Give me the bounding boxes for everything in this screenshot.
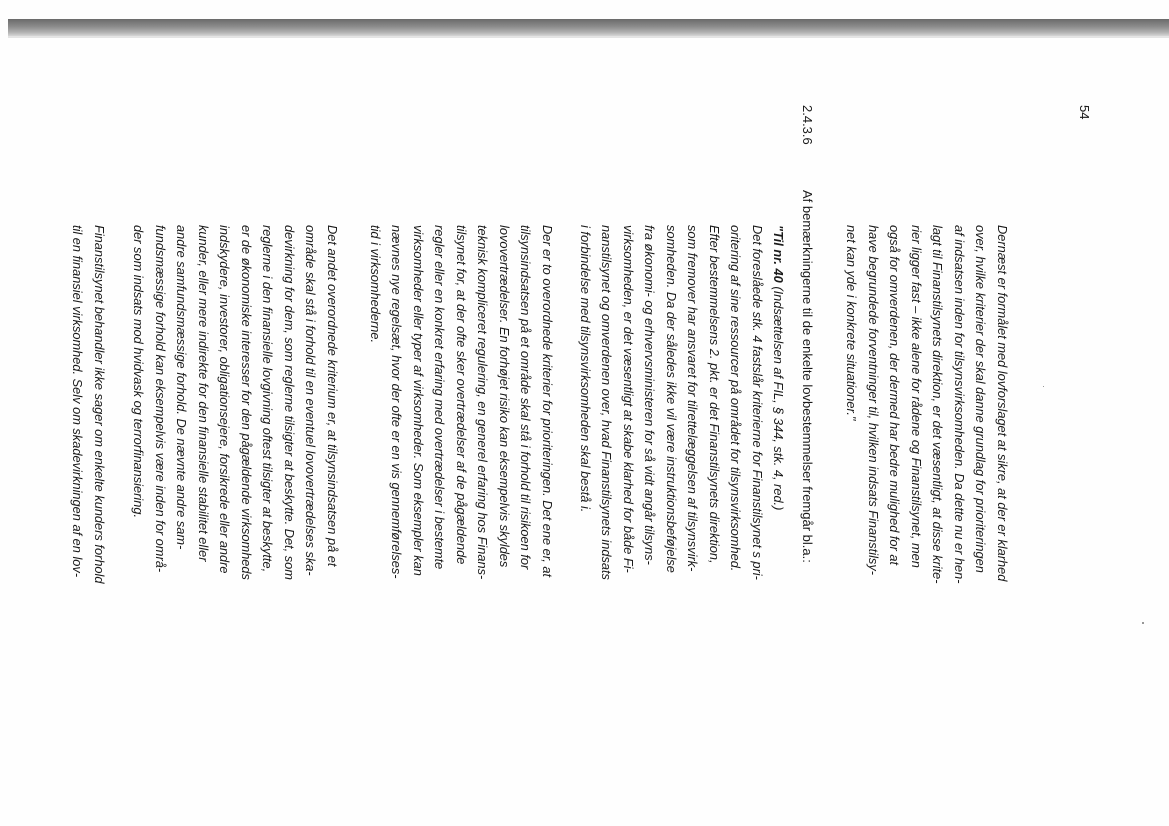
text-line: devirkning for dem, som reglerne tilsigter at beskytte. Det, som <box>282 225 297 580</box>
quote-heading-bold: "Til nr. 40 <box>771 225 786 283</box>
scan-speck <box>1142 622 1144 624</box>
text-line: Finanstilsynet behandler ikke sager om enkelte kunders forhold <box>92 225 107 584</box>
text-line: tid i virksomhederne. <box>368 225 383 344</box>
text-line: teknisk kompliceret regulering, en generel erfaring hos Finans- <box>475 225 491 580</box>
text-line: indskydere, investorer, obligationsejere, forsikrede eller andre <box>217 225 233 574</box>
text-line: tilsynsindsatsen på et område skal stå i forhold til risikoen for <box>518 225 534 570</box>
text-line: fra økonomi- og erhvervsministeren for så vidt angår tilsyns- <box>642 225 658 565</box>
text-line: til en finansiel virksomhed. Selv om skadevirkningen af en lov- <box>70 225 86 578</box>
text-line: nanstilsynet og omverdenen over, hvad Finanstilsynets indsats <box>599 225 615 580</box>
text-line: have begrundede forventninger til, hvilken indsats Finanstilsy- <box>866 225 881 575</box>
text-line: af indsatsen inden for tilsynsvirksomheden. Da dette nu er hen- <box>952 225 967 584</box>
quote-heading <box>771 225 786 510</box>
text-line: område skal stå i forhold til en eventuel lovovertrædelses ska- <box>303 225 319 576</box>
text-line: er de økonomiske interesser for den pågældende virksomheds <box>239 225 254 580</box>
text-line: Der er to overordnede kriterier for prioriteringen. Det ene er, at <box>540 225 555 578</box>
text-line: lovovertrædelser. En forhøjet risiko kan eksempelvis skyldes <box>497 225 512 568</box>
text-line: oritering af sine ressourcer på området for tilsynsvirksomhed. <box>728 225 744 572</box>
text-line: lagt til Finanstilsynets direktion, er det væsentligt, at disse krite- <box>930 225 946 584</box>
text-line: Det foreslåede stk. 4 fastslår kriterierne for Finanstilsynet s pri- <box>750 225 765 580</box>
text-line: andre samfundsmæssige forhold. De nævnte andre sam- <box>174 225 190 550</box>
text-line: Efter bestemmelsens 2. pkt. er det Finanstilsynets direktion, <box>707 225 722 564</box>
text-line: der som indsats mod hvidvask og terrorfinansiering. <box>131 225 147 519</box>
text-line: somheden. Da der således ikke vil være instruktionsbeføjelse <box>664 225 679 573</box>
text-line: som fremover har ansvaret for tilrettelæggelsen af tilsynsvirk- <box>685 225 701 572</box>
text-line: over, hvilke kriterier der skal danne grundlag for prioriteringen <box>973 225 989 573</box>
section-number: 2.4.3.6 <box>800 105 815 145</box>
scan-shadow-edge <box>8 36 1169 38</box>
page-number: 54 <box>1077 105 1092 120</box>
text-line: også for omverdenen, der dermed har bedre mulighed for at <box>887 225 903 566</box>
text-line: fundsmæssige forhold kan eksempelvis være inden for områ- <box>153 225 168 573</box>
text-line: reglerne i den finansielle lovgivning oftest tilsigter at beskytte, <box>260 225 276 573</box>
text-line: Det andet overordnede kriterium er, at tilsynsindsatsen på et <box>325 225 340 567</box>
text-line: nævnes nye regelsæt, hvor der ofte er en vis gennemførelses- <box>389 225 405 579</box>
text-line: kunder, eller mere indirekte for den finansielle stabilitet eller <box>196 225 211 562</box>
quote-heading-rest: (Indsættelsen af FIL, § 344, stk. 4, red.) <box>771 282 786 511</box>
scan-shadow-band <box>8 19 1169 36</box>
text-line: Dernæst er formålet med lovforslaget at sikre, at der er klarhed <box>995 225 1010 582</box>
text-line: i forbindelse med tilsynsvirksomheden skal bestå i. <box>578 225 593 513</box>
text-line: regler eller en konkret erfaring med overtrædelser i bestemte <box>432 225 448 570</box>
section-lead: Af bemærkningerne til de enkelte lovbestemmelser fremgår bl.a.: <box>800 190 815 563</box>
text-line: virksomheden, er det væsentligt at skabe klarhed for både Fi- <box>621 225 636 573</box>
text-line: virksomheder eller typer af virksomheder. Som eksempler kan <box>411 225 426 576</box>
text-line: net kan yde i konkrete situationer." <box>844 225 860 421</box>
text-line: rier ligger fast – ikke alene for rådene og Finanstilsynet, men <box>909 225 924 568</box>
text-line: tilsynet for, at der ofte sker overtrædelser af de pågældende <box>454 225 469 565</box>
rotated-document-page <box>0 60 1110 790</box>
